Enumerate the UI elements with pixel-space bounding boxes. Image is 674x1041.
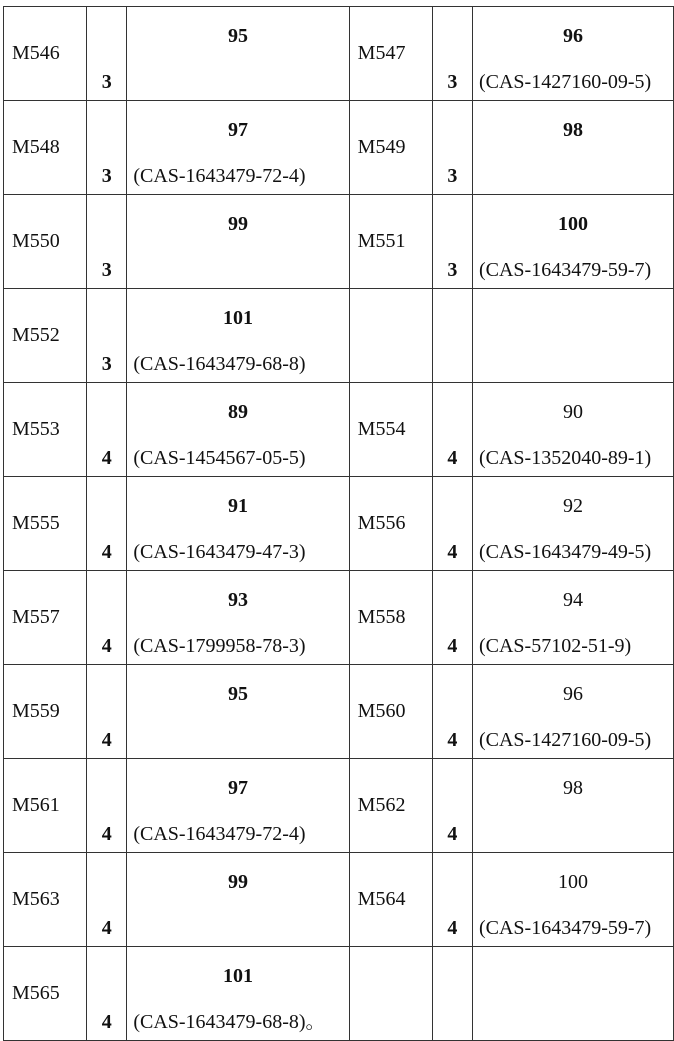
component-count: 3 (87, 101, 127, 195)
table-row (4, 289, 674, 383)
compound-number: 90 (473, 401, 673, 424)
compound-cell (127, 289, 349, 383)
compound-cell (472, 195, 673, 289)
compound-cell (127, 101, 349, 195)
table-row (4, 665, 674, 759)
compound-number: 97 (127, 119, 348, 142)
table-row (4, 947, 674, 1041)
compound-table (3, 6, 674, 1041)
mixture-id: M560 (349, 665, 432, 759)
cas-number: (CAS-1643479-68-8) (133, 353, 305, 376)
component-count: 4 (87, 947, 127, 1041)
component-count: 4 (87, 477, 127, 571)
component-count: 4 (87, 571, 127, 665)
compound-number: 92 (473, 495, 673, 518)
mixture-id: M563 (4, 853, 87, 947)
compound-cell (127, 7, 349, 101)
cas-number: (CAS-1643479-59-7) (479, 917, 651, 940)
cas-number: (CAS-1454567-05-5) (133, 447, 305, 470)
cas-number: (CAS-1352040-89-1) (479, 447, 651, 470)
mixture-id: M549 (349, 101, 432, 195)
compound-number: 96 (473, 683, 673, 706)
compound-number: 98 (473, 777, 673, 800)
compound-cell (127, 853, 349, 947)
compound-number: 99 (127, 213, 348, 236)
cas-number: (CAS-1643479-68-8)。 (133, 1005, 325, 1034)
compound-cell (472, 665, 673, 759)
mixture-id: M553 (4, 383, 87, 477)
compound-cell (127, 195, 349, 289)
mixture-id: M559 (4, 665, 87, 759)
compound-cell (127, 383, 349, 477)
mixture-id: M557 (4, 571, 87, 665)
compound-cell (127, 759, 349, 853)
compound-number: 100 (473, 213, 673, 236)
component-count: 4 (87, 383, 127, 477)
compound-number: 93 (127, 589, 348, 612)
compound-number: 95 (127, 25, 348, 48)
empty-cell (472, 947, 673, 1041)
compound-cell (472, 7, 673, 101)
compound-number: 101 (127, 965, 348, 988)
compound-number: 95 (127, 683, 348, 706)
component-count: 4 (432, 571, 472, 665)
component-count: 3 (87, 289, 127, 383)
mixture-id: M562 (349, 759, 432, 853)
compound-cell (472, 101, 673, 195)
component-count: 3 (432, 101, 472, 195)
table-row (4, 195, 674, 289)
mixture-id: M552 (4, 289, 87, 383)
component-count: 4 (87, 665, 127, 759)
cas-number: (CAS-1799958-78-3) (133, 635, 305, 658)
cas-number: (CAS-1427160-09-5) (479, 71, 651, 94)
mixture-id: M555 (4, 477, 87, 571)
component-count: 3 (432, 7, 472, 101)
compound-number: 94 (473, 589, 673, 612)
compound-number: 89 (127, 401, 348, 424)
compound-number: 100 (473, 871, 673, 894)
table-row (4, 759, 674, 853)
component-count: 4 (87, 759, 127, 853)
compound-cell (472, 571, 673, 665)
compound-cell (472, 759, 673, 853)
compound-number: 97 (127, 777, 348, 800)
table-row (4, 853, 674, 947)
component-count: 4 (432, 853, 472, 947)
cas-number: (CAS-1427160-09-5) (479, 729, 651, 752)
component-count: 3 (87, 195, 127, 289)
compound-number: 96 (473, 25, 673, 48)
table-row (4, 101, 674, 195)
mixture-id: M564 (349, 853, 432, 947)
mixture-id: M556 (349, 477, 432, 571)
mixture-id: M561 (4, 759, 87, 853)
component-count: 4 (432, 383, 472, 477)
empty-cell (432, 289, 472, 383)
compound-cell (472, 853, 673, 947)
compound-cell (127, 947, 349, 1041)
empty-cell (432, 947, 472, 1041)
component-count: 3 (87, 7, 127, 101)
compound-cell (127, 477, 349, 571)
compound-cell (127, 571, 349, 665)
component-count: 4 (432, 477, 472, 571)
cas-number: (CAS-57102-51-9) (479, 635, 631, 658)
table-row (4, 383, 674, 477)
empty-cell (349, 289, 432, 383)
mixture-id: M550 (4, 195, 87, 289)
cas-number: (CAS-1643479-59-7) (479, 259, 651, 282)
mixture-id: M565 (4, 947, 87, 1041)
component-count: 3 (432, 195, 472, 289)
component-count: 4 (432, 759, 472, 853)
mixture-id: M547 (349, 7, 432, 101)
cas-number: (CAS-1643479-72-4) (133, 165, 305, 188)
mixture-id: M558 (349, 571, 432, 665)
component-count: 4 (432, 665, 472, 759)
component-count: 4 (87, 853, 127, 947)
table-row (4, 7, 674, 101)
empty-cell (472, 289, 673, 383)
compound-cell (472, 477, 673, 571)
mixture-id: M554 (349, 383, 432, 477)
compound-cell (127, 665, 349, 759)
table-row (4, 477, 674, 571)
mixture-id: M548 (4, 101, 87, 195)
cas-number: (CAS-1643479-72-4) (133, 823, 305, 846)
compound-cell (472, 383, 673, 477)
empty-cell (349, 947, 432, 1041)
cas-number: (CAS-1643479-47-3) (133, 541, 305, 564)
mixture-id: M546 (4, 7, 87, 101)
compound-number: 98 (473, 119, 673, 142)
compound-number: 91 (127, 495, 348, 518)
compound-number: 99 (127, 871, 348, 894)
mixture-id: M551 (349, 195, 432, 289)
table-row (4, 571, 674, 665)
compound-number: 101 (127, 307, 348, 330)
cas-number: (CAS-1643479-49-5) (479, 541, 651, 564)
